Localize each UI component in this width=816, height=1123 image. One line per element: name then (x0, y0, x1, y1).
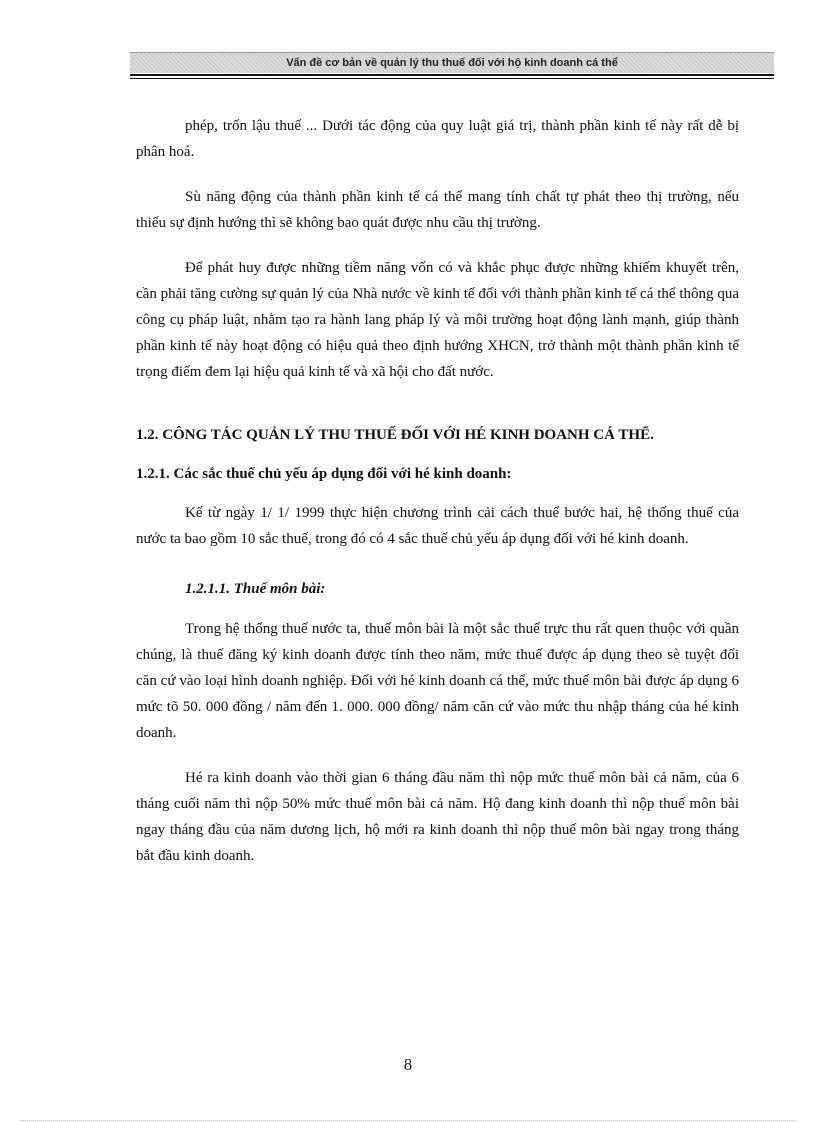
page-number: 8 (403, 1055, 413, 1074)
header-rule-thick (130, 74, 774, 76)
paragraph: Hé ra kinh doanh vào thời gian 6 tháng đầu năm thì nộp mức thuế môn bài cả năm, của 6 tháng cuối năm thì nộp 50% mức thuế môn bài cả năm. Hộ đang kinh doanh thì nộp thuế môn bài ngay tháng đầu của năm dương lịch, hộ mới ra kinh doanh thì nộp thuế môn bài ngay trong tháng bắt đầu kinh doanh. (136, 770, 739, 864)
paragraph: phép, trốn lậu thuế ... Dưới tác động của quy luật giá trị, thành phần kinh tế này rất dễ bị phân hoá. (136, 118, 739, 160)
running-header (130, 52, 774, 73)
page-bottom-divider (20, 1120, 796, 1121)
paragraph: Sù năng động của thành phần kinh tế cá thể mang tính chất tự phát theo thị trường, nếu thiếu sự định hướng thì sẽ không bao quát được nhu cầu thị trường. (136, 189, 739, 231)
header-rule-thin (130, 78, 774, 79)
section-heading-1-2-1-1: 1.2.1.1. Thuế môn bài: (185, 581, 326, 597)
paragraph: Trong hệ thống thuế nước ta, thuế môn bài là một sắc thuế trực thu rất quen thuộc với quần chúng, là thuế đăng ký kinh doanh được tính theo năm, mức thuế được áp dụng theo sè tuyệt đối căn cứ vào loại hình doanh nghiệp. Đối với hé kinh doanh cá thể, mức thuế môn bài được áp dụng 6 mức tõ 50. 000 đồng / năm đến 1. 000. 000 đồng/ năm căn cứ vào mức thu nhập tháng của hé kinh doanh. (136, 621, 739, 741)
section-heading-1-2: 1.2. CÔNG TÁC QUẢN LÝ THU THUẾ ĐỐI VỚI HÉ KINH DOANH CÁ THỂ. (136, 427, 654, 443)
paragraph: Kể từ ngày 1/ 1/ 1999 thực hiện chương trình cải cách thuế bước hai, hệ thống thuế của nước ta bao gồm 10 sắc thuế, trong đó có 4 sắc thuế chủ yếu áp dụng đối với hé kinh doanh. (136, 505, 739, 547)
section-heading-1-2-1: 1.2.1. Các sắc thuế chủ yếu áp dụng đối với hé kinh doanh: (136, 466, 512, 482)
document-body (136, 113, 739, 888)
running-header-title: Vấn đề cơ bản về quản lý thu thuế đối với hộ kinh doanh cá thể (286, 57, 618, 69)
paragraph: Để phát huy được những tiềm năng vốn có và khắc phục được những khiếm khuyết trên, cần phải tăng cường sự quản lý của Nhà nước về kinh tế đối với thành phần kinh tế cá thể thông qua công cụ pháp luật, nhằm tạo ra hành lang pháp lý và môi trường hoạt động lành mạnh, giúp thành phần kinh tế này hoạt động có hiệu quả theo định hướng XHCN, trở thành một thành phần kinh tế trọng điểm đem lại hiệu quả kinh tế và xã hội cho đất nước. (136, 260, 739, 380)
